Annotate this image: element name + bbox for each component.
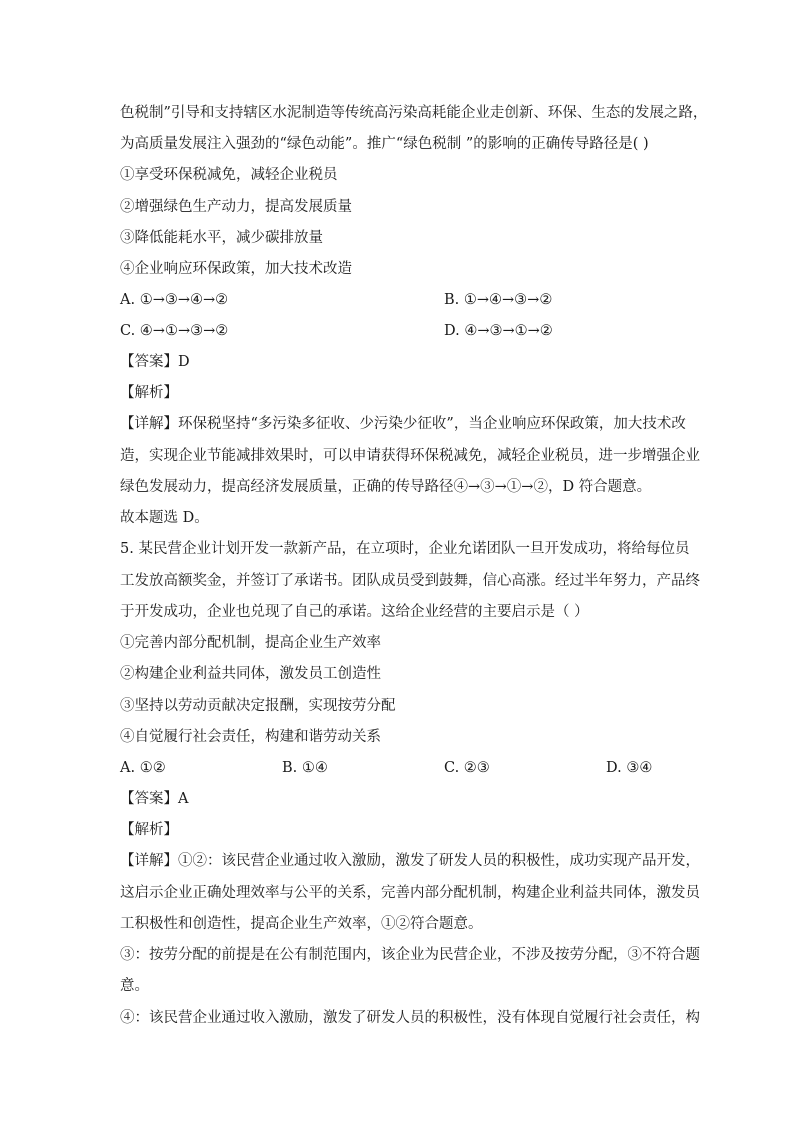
q5-detail-line-4: ③：按劳分配的前提是在公有制范围内，该企业为民营企业，不涉及按劳分配，③不符合题 xyxy=(120,947,700,963)
q5-detail-line-1: 【详解】①②：该民营企业通过收入激励，激发了研发人员的积极性，成功实现产品开发， xyxy=(120,853,700,869)
q4-item-2: ②增强绿色生产动力，提高发展质量 xyxy=(120,199,352,215)
q4-detail-line-2: 造，实现企业节能减排效果时，可以申请获得环保税减免，减轻企业税员，进一步增强企业 xyxy=(120,448,700,464)
q5-stem-line-3: 于开发成功，企业也兑现了自己的承诺。这给企业经营的主要启示是（ ） xyxy=(120,604,589,620)
q4-analysis-label: 【解析】 xyxy=(120,385,178,401)
q5-detail-line-6: ④：该民营企业通过收入激励，激发了研发人员的积极性，没有体现自觉履行社会责任，构 xyxy=(120,1010,700,1026)
q5-stem-line-2: 工发放高额奖金，并签订了承诺书。团队成员受到鼓舞，信心高涨。经过半年努力，产品终 xyxy=(120,573,700,589)
q4-answer: 【答案】D xyxy=(120,354,190,370)
q5-option-c: C. ②③ xyxy=(444,760,490,776)
q4-stem-line-2: 为高质量发展注入强劲的“绿色动能”。推广“绿色税制 ”的影响的正确传导路径是( ) xyxy=(120,136,649,152)
q4-detail-line-3: 绿色发展动力，提高经济发展质量，正确的传导路径④→③→①→②，D 符合题意。 xyxy=(120,479,652,495)
q5-detail-line-2: 这启示企业正确处理效率与公平的关系，完善内部分配机制，构建企业利益共同体，激发员 xyxy=(120,885,700,901)
q4-detail-line-1: 【详解】环保税坚持“多污染多征收、少污染少征收”，当企业响应环保政策，加大技术改 xyxy=(120,416,686,432)
q4-item-4: ④企业响应环保政策，加大技术改造 xyxy=(120,261,352,277)
q5-item-4: ④自觉履行社会责任，构建和谐劳动关系 xyxy=(120,729,381,745)
q5-answer: 【答案】A xyxy=(120,791,189,807)
q5-item-2: ②构建企业利益共同体，激发员工创造性 xyxy=(120,666,381,682)
q4-option-a: A. ①→③→④→② xyxy=(120,292,229,308)
q5-detail-line-5: 意。 xyxy=(120,978,149,994)
q4-stem-line-1: 色税制”引导和支持辖区水泥制造等传统高污染高耗能企业走创新、环保、生态的发展之路， xyxy=(120,105,708,121)
q4-option-c: C. ④→①→③→② xyxy=(120,323,229,339)
q5-item-3: ③坚持以劳动贡献决定报酬，实现按劳分配 xyxy=(120,698,396,714)
q4-option-d: D. ④→③→①→② xyxy=(444,323,553,339)
q4-conclusion: 故本题选 D。 xyxy=(120,510,209,526)
q5-option-b: B. ①④ xyxy=(282,760,328,776)
q4-option-b: B. ①→④→③→② xyxy=(444,292,553,308)
q5-detail-line-3: 工积极性和创造性，提高企业生产效率，①②符合题意。 xyxy=(120,916,483,932)
q4-item-3: ③降低能耗水平，减少碳排放量 xyxy=(120,230,323,246)
q5-stem-line-1: 5. 某民营企业计划开发一款新产品，在立项时，企业允诺团队一旦开发成功，将给每位员 xyxy=(120,541,690,557)
q4-item-1: ①享受环保税减免，减轻企业税员 xyxy=(120,167,338,183)
q5-item-1: ①完善内部分配机制，提高企业生产效率 xyxy=(120,635,381,651)
q5-option-d: D. ③④ xyxy=(606,760,653,776)
q5-analysis-label: 【解析】 xyxy=(120,822,178,838)
q5-option-a: A. ①② xyxy=(120,760,166,776)
